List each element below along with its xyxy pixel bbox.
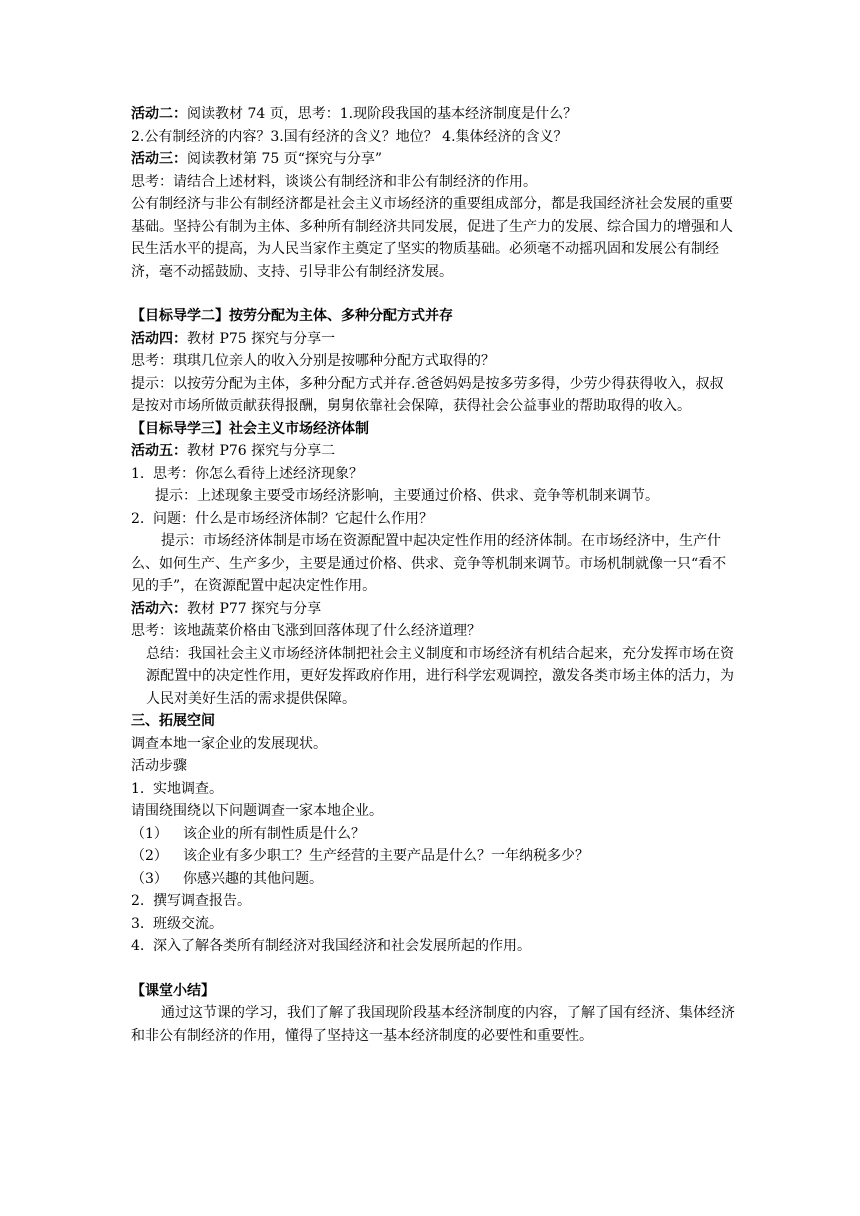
step-3 [131,913,736,936]
sub-item-2-text: 该企业有多少职工？生产经营的主要产品是什么？一年纳税多少？ [183,848,589,864]
activity-6 [131,598,736,621]
activity-4-label: 活动四： [131,330,187,347]
question-1-hint: 提示：上述现象主要受市场经济影响，主要通过价格、供求、竞争等机制来调节。 [155,488,659,504]
activity-3-label: 活动三： [131,151,187,167]
activity-2-text: 阅读教材 74 页，思考：1.现阶段我国的基本经济制度是什么？ [187,106,578,122]
step-1-desc: 请围绕围绕以下问题调查一家本地企业。 [131,803,383,819]
goal-2-heading: 【目标导学二】按劳分配为主体、多种分配方式并存 [131,308,453,324]
activity-5-text: 教材 P76 探究与分享二 [187,443,336,459]
activity-3 [131,148,736,171]
sub-item-3-text: 你感兴趣的其他问题。 [183,870,323,887]
extend-heading: 三、拓展空间 [131,713,215,729]
activity-6-think: 思考：该地蔬菜价格由飞涨到回落体现了什么经济道理？ [131,623,481,639]
step-1 [131,778,736,801]
sub-item-2-number: （2） [131,848,168,864]
step-4-number: 4. [131,938,145,954]
sub-item-3 [131,868,736,891]
question-2-number: 2. [131,510,145,527]
activity-4-text: 教材 P75 探究与分享一 [187,330,336,347]
sub-item-1 [131,823,736,846]
sub-item-1-number: （1） [131,825,168,842]
class-summary-heading: 【课堂小结】 [131,982,215,999]
sub-item-2 [131,845,736,868]
step-4-text: 深入了解各类所有制经济对我国经济和社会发展所起的作用。 [153,938,531,954]
goal-3-summary: 总结：我国社会主义市场经济体制把社会主义制度和市场经济有机结合起来，充分发挥市场在资源配置中的决定性作用，更好发挥政府作用，进行科学宏观调控，激发各类市场主体的活力，为人民对美好生活的需求提供保障。 [146,645,734,707]
step-4 [131,935,736,958]
extend-steps-label: 活动步骤 [131,758,187,774]
goal-2-think: 思考：琪琪几位亲人的收入分别是按哪种分配方式取得的？ [131,353,495,369]
activity-3-think: 思考：请结合上述材料，谈谈公有制经济和非公有制经济的作用。 [131,173,537,190]
sub-item-3-number: （3） [131,870,168,887]
activity-5 [131,440,736,463]
activity-6-label: 活动六： [131,600,187,617]
activity-3-answer: 公有制经济与非公有制经济都是社会主义市场经济的重要组成部分，都是我国经济社会发展的重要基础。坚持公有制为主体、多种所有制经济共同发展，促进了生产力的发展、综合国力的增强和人民生活水平的提高，为人民当家作主奠定了坚实的物质基础。必须毫不动摇巩固和发展公有制经济，毫不动摇鼓励、支持、引导非公有制经济发展。 [131,196,733,280]
extend-intro: 调查本地一家企业的发展现状。 [131,735,327,752]
step-2 [131,890,736,913]
step-3-number: 3. [131,915,145,932]
activity-4 [131,328,736,351]
question-2-hint: 提示：市场经济体制是市场在资源配置中起决定性作用的经济体制。在市场经济中，生产什么、如何生产、生产多少，主要是通过价格、供求、竞争等机制来调节。市场机制就像一只“看不见的手”，在资源配置中起决定性作用。 [131,533,727,594]
activity-3-text: 阅读教材第 75 页“探究与分享” [187,151,383,167]
step-3-text: 班级交流。 [153,915,223,932]
activity-2-questions: 2.公有制经济的内容？3.国有经济的含义？地位？ 4.集体经济的含义？ [131,128,568,145]
class-summary-text: 通过这节课的学习，我们了解了我国现阶段基本经济制度的内容，了解了国有经济、集体经济和非公有制经济的作用，懂得了坚持这一基本经济制度的必要性和重要性。 [131,1005,735,1044]
question-1 [131,463,736,486]
question-2 [131,508,736,531]
activity-6-text: 教材 P77 探究与分享 [187,600,322,617]
step-2-text: 撰写调查报告。 [153,893,251,909]
question-2-text: 问题：什么是市场经济体制？它起什么作用？ [153,510,433,527]
question-1-text: 思考：你怎么看待上述经济现象？ [153,465,363,482]
goal-2-hint: 提示：以按劳分配为主体，多种分配方式并存.爸爸妈妈是按多劳多得，少劳少得获得收入，叔叔是按对市场所做贡献获得报酬，舅舅依靠社会保障，获得社会公益事业的帮助取得的收入。 [131,375,724,414]
step-1-number: 1. [131,780,145,797]
goal-3-heading: 【目标导学三】社会主义市场经济体制 [131,420,369,437]
activity-5-label: 活动五： [131,443,187,459]
question-1-number: 1. [131,465,145,482]
activity-2 [131,103,736,126]
activity-2-label: 活动二： [131,106,187,122]
step-1-text: 实地调查。 [153,780,223,797]
step-2-number: 2. [131,893,145,909]
sub-item-1-text: 该企业的所有制性质是什么？ [183,825,365,842]
document-page [131,103,736,1047]
